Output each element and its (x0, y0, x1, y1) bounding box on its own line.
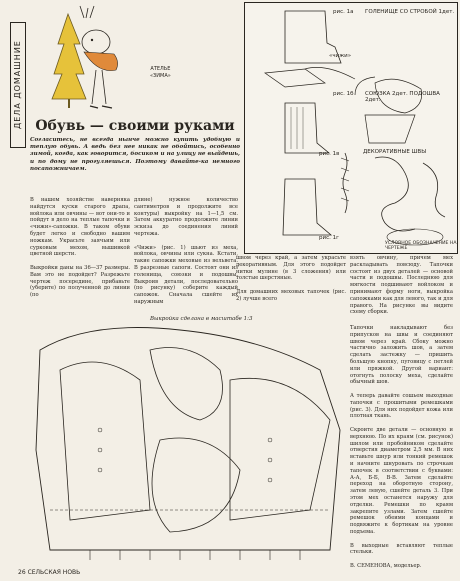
article-column-4: взять овчину, причем мех раскладывать повсюду. Тапочки состоят из двух деталей — основой части и подошвы. Последнюю для мягкости подшивают войлоком и принимают форму ноги, выкройка сапожками как для левого, так и для правого. На рисунке вы видите схему сборки. (350, 255, 453, 316)
fig-chizhi-label: «чижи» (329, 53, 352, 59)
article-column-3: швом через край, а затем украсьте декоративным. Для этого подойдет нитки мулине (в 3 сложения) или толстые шерстяные. Для домашних меховых тапочек (рис. 2) лучше всего (236, 255, 346, 302)
fig-1a-text: ГОЛЕНИЩЕ СО СТРОБОЙ 1дет. (365, 9, 455, 15)
atelier-label (150, 66, 171, 80)
article-intro: Согласитесь, не всегда нынче можно купить удобную и теплую обувь. А ведь без нее никак не обойтись, особенно зимой, когда, как говорится, босиком и на улицу не выйдешь, и по дому не прогуляешься. Поэтому давайте-ка немного посапожничаем. (30, 137, 240, 172)
fig-1b-text: СОЮЗКА 2дет. ПОДОШВА 2дет. (365, 91, 440, 103)
section-tab: ДЕЛА ДОМАШНИЕ (10, 22, 26, 148)
article-column-5: Тапочки накладывают без припусков на швы и соединяют швом через край. Сбоку можно частично заложить шов, а затем сделать застежку — пришить большую кнопку, пуговицу с петлей или пряжкой. Другой вариант: отогнуть полоску меха, сделайте обычный шов. А теперь давайте сошьем выходные тапочки с прошитыми ремешками (рис. 3). Для них подойдет кожа или плотная ткань. Скроите две детали — основную и верхнюю. По их краям (см. рисунок) шилом или пробойником сделайте отверстия диаметром 2,5 мм. В них вставьте шнур или тонкий ремешок и начните шнуровать по строчкам тапочек в соответствии с буквами: А-А, Б-Б, В-В. Затем сделайте переход на оборотную сторону, затем левую, сшейте деталь 3. При этом мех останется наружу для отделки. Ремешки по краям закрепите узлами. Затем сшейте ремешок обеими концами и подвяжите к бортикам на уровне подъема. В выходные вставляют теплые стельки. В. СЕМЕНОВА, модельер. (350, 325, 453, 569)
fig-1v-label: рис. 1в (319, 151, 340, 157)
fig-conditional-label: УСЛОВНОЕ ОБОЗНАЧЕНИЕ НА ЧЕРТЕЖЕ (385, 241, 457, 251)
atelier-illustration (28, 4, 198, 112)
pattern-caption: Выкройка сделана в масштабе 1:3 (150, 316, 253, 322)
fig-1g-label: рис. 1г (319, 235, 339, 241)
fig-decor-label: ДЕКОРАТИВНЫЕ ШВЫ (363, 149, 427, 155)
fig-1a-label: рис. 1а (333, 9, 354, 15)
boot-pattern-figures (245, 3, 457, 253)
magazine-name: СЕЛЬСКАЯ НОВЬ (27, 569, 81, 576)
page-number: 26 (18, 569, 26, 576)
article-title: Обувь — своими руками (35, 118, 235, 134)
atelier-label-line1: АТЕЛЬЕ (150, 66, 171, 72)
figures-panel (244, 2, 458, 254)
article-column-2: длине) нужное количество сантиметров и продолжите все контуры) выкройку на 1—1,5 см. Затем аккуратно продолжите линии эскиза до соединения линий чертежа. «Чижи» (рис. 1) шьют из меха, войлока, овчины или сукна. Кстати, такие сапожки меховые из вельвета. В разрезные сапоги. Состоят они из голенища, союзки и подошвы. Выкроив детали, последовательно (по рисунку) соберите каждый сапожок. Сначала сшейте их наружным (134, 197, 238, 305)
article-column-1: В нашем хозяйстве наверняка найдутся куски старого драпа, войлока или овчины — вот они-то и пойдут в дело на теплые тапочки и «чижи»-сапожки. В таком обуви будет легко и свободно вашим ножкам. Украсьте заячьим или сурковым мехом, вышивкой цветной шерсти. Выкройки даны на 36—37 размеры. Вам это не подойдет? Разрежьте чертеж посередине, прибавьте (уберите) по полученной до линии (по (30, 197, 130, 299)
fig-1b-label: рис. 1б (333, 91, 354, 97)
page-footer (18, 569, 80, 576)
atelier-label-line2: «ЗИМА» (150, 73, 171, 79)
slipper-pattern (30, 310, 354, 568)
